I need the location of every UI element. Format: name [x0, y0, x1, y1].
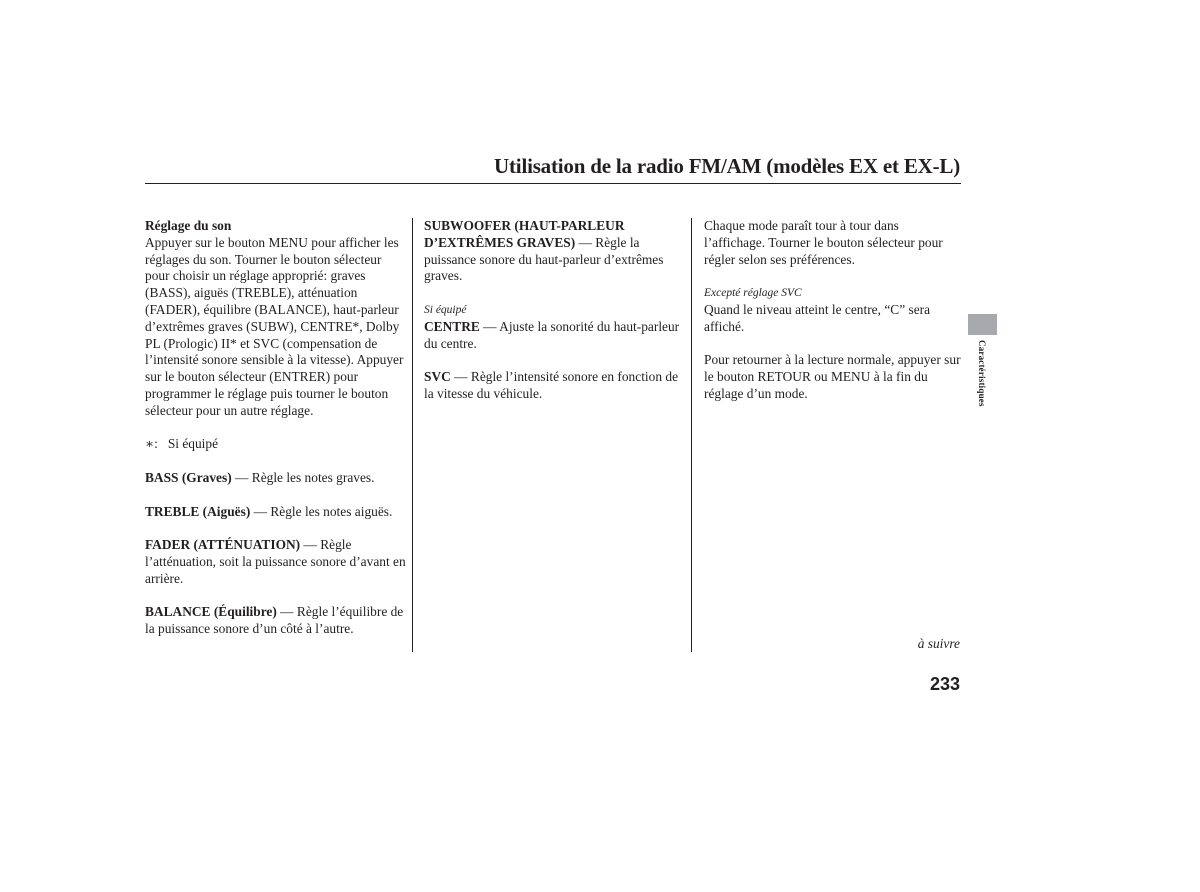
intro-paragraph: Appuyer sur le bouton MENU pour afficher les réglages du son. Tourner le bouton sélecteur pour choisir un réglage approprié: graves (BASS), aiguës (TREBLE), atténuation (FADER), équilibre (BALANCE), haut-parleur d’extrêmes graves (SUBW), CENTRE*, Dolby PL (Prologic) II* et SVC (compensation de l’intensité sonore sensible à la vitesse). Appuyer sur le bouton sélecteur (ENTRER) pour programmer le réglage puis tourner le bouton sélecteur pour un autre réglage.: [145, 234, 404, 418]
centre-display-entry: [704, 285, 962, 335]
svc-exception-note: Excepté réglage SVC: [704, 287, 802, 300]
section-tab-label: Caractéristiques: [977, 340, 987, 407]
subwoofer-entry: [424, 218, 686, 285]
treble-term: TREBLE (Aiguës): [145, 503, 251, 519]
column-divider-1: [412, 218, 413, 652]
return-paragraph: Pour retourner à la lecture normale, appuyer sur le bouton RETOUR ou MENU à la fin du réglage d’un mode.: [704, 352, 961, 401]
column-right: [704, 218, 962, 420]
fader-term: FADER (ATTÉNUATION): [145, 537, 301, 553]
subwoofer-description: — Règle la puissance sonore du haut-parleur d’extrêmes graves.: [424, 234, 664, 284]
column-divider-2: [691, 218, 692, 652]
section-tab: [968, 314, 997, 335]
treble-entry: [145, 504, 407, 521]
centre-equipped-note: Si équipé: [424, 303, 467, 316]
fader-description: — Règle l’atténuation, soit la puissance sonore d’avant en arrière.: [145, 537, 406, 586]
treble-description: — Règle les notes aiguës.: [250, 503, 393, 519]
fader-entry: [145, 537, 407, 587]
bass-description: — Règle les notes graves.: [231, 469, 375, 485]
subwoofer-term: SUBWOOFER (HAUT-PARLEUR D’EXTRÊMES GRAVES): [424, 218, 625, 250]
page-number: 233: [929, 674, 960, 694]
page-title: Utilisation de la radio FM/AM (modèles EX et EX-L): [494, 154, 960, 178]
bass-term: BASS (Graves): [145, 469, 232, 485]
asterisk-symbol: ∗:: [145, 436, 158, 452]
svc-description: — Règle l’intensité sonore en fonction de la vitesse du véhicule.: [424, 369, 679, 401]
footnote-text: Si équipé: [167, 436, 219, 452]
centre-entry: [424, 302, 686, 352]
column-left: [145, 218, 407, 655]
header-rule: [145, 183, 961, 184]
column-middle: [424, 218, 686, 420]
balance-term: BALANCE (Équilibre): [145, 604, 277, 620]
bass-entry: [145, 470, 407, 487]
continue-note: à suivre: [917, 636, 960, 651]
balance-entry: [145, 604, 407, 638]
footnote-equipped: [145, 436, 407, 453]
mode-paragraph: Chaque mode paraît tour à tour dans l’affichage. Tourner le bouton sélecteur pour régler selon ses préférences.: [704, 218, 943, 267]
svc-term: SVC: [424, 369, 451, 385]
section-heading-sound: Réglage du son: [145, 218, 232, 233]
centre-term: CENTRE: [424, 318, 480, 334]
centre-display-text: Quand le niveau atteint le centre, “C” sera affiché.: [704, 301, 931, 334]
svc-entry: [424, 369, 686, 403]
centre-description: — Ajuste la sonorité du haut-parleur du centre.: [424, 318, 680, 351]
balance-description: — Règle l’équilibre de la puissance sonore d’un côté à l’autre.: [145, 604, 404, 637]
